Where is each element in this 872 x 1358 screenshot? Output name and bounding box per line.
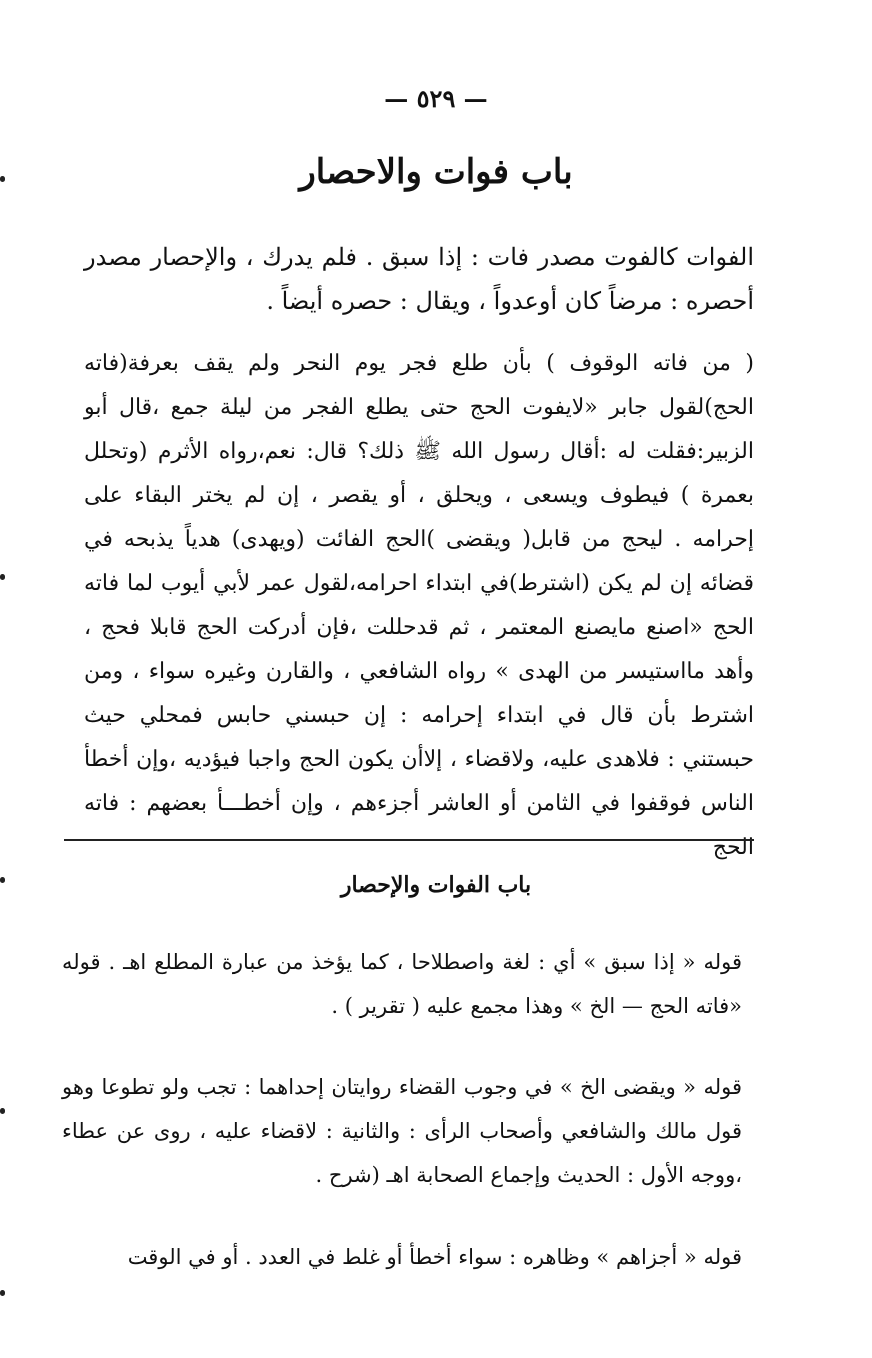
page-number: — ٥٢٩ — bbox=[384, 84, 488, 113]
chapter-title: باب فوات والاحصار bbox=[299, 152, 573, 192]
intro-paragraph: الفوات كالفوت مصدر فات : إذا سبق . فلم يدرك ، والإحصار مصدر أحصره : مرضاً كان أوعدواً ، ويقال : حصره أيضاً . bbox=[84, 243, 754, 315]
scan-margin-mark bbox=[0, 1290, 5, 1296]
scan-margin-mark bbox=[0, 877, 5, 883]
main-text-paragraph: ( من فاته الوقوف ) بأن طلع فجر يوم النحر ولم يقف بعرفة(فاته الحج)لقول جابر «لايفوت الحج حتى يطلع الفجر من ليلة جمع ،قال أبو الزبير:فقلت له :أقال رسول الله ﷺ ذلك؟ قال: نعم،رواه الأثرم (وتحلل بعمرة ) فيطوف ويسعى ، ويحلق ، أو يقصر ، إن لم يختر البقاء على إحرامه . ليحج من قابل( ويقضى )الحج الفائت (ويهدى) هدياً يذبحه في قضائه إن لم يكن (اشترط)في ابتداء احرامه،لقول عمر لأبي أيوب لما فاته الحج «اصنع مايصنع المعتمر ، ثم قدحللت ،فإن أدركت الحج قابلا فحج ، وأهد مااستيسر من الهدى » رواه الشافعي ، والقارن وغيره سواء ، ومن اشترط بأن قال في ابتداء إحرامه : إن حبسني حابس فمحلي حيث حبستني : فلاهدى عليه، ولاقضاء ، إلاأن يكون الحج واجبا فيؤديه ،وإن أخطأ الناس فوقفوا في الثامن أو العاشر أجزءهم ، وإن أخطـــأ بعضهم : فاته الحج bbox=[84, 351, 754, 860]
scan-margin-mark bbox=[0, 176, 5, 182]
scan-margin-mark bbox=[0, 574, 5, 580]
footnote-divider bbox=[64, 839, 754, 841]
footnote-1: قوله « إذا سبق » أي : لغة واصطلاحا ، كما يؤخذ من عبارة المطلع اهـ . قوله «فاته الحج — الخ » وهذا مجمع عليه ( تقرير ) . bbox=[62, 950, 742, 1018]
notes-section-title: باب الفوات والإحصار bbox=[340, 872, 532, 898]
footnote-2: قوله « ويقضى الخ » في وجوب القضاء روايتان إحداهما : تجب ولو تطوعا وهو قول مالك والشافعي وأصحاب الرأى : والثانية : لاقضاء عليه ، روى عن عطاء ،ووجه الأول : الحديث وإجماع الصحابة اهـ (شرح . bbox=[62, 1075, 742, 1187]
footnote-3: قوله « أجزاهم » وظاهره : سواء أخطأ أو غلط في العدد . أو في الوقت bbox=[127, 1245, 742, 1269]
scan-margin-mark bbox=[0, 1108, 5, 1114]
